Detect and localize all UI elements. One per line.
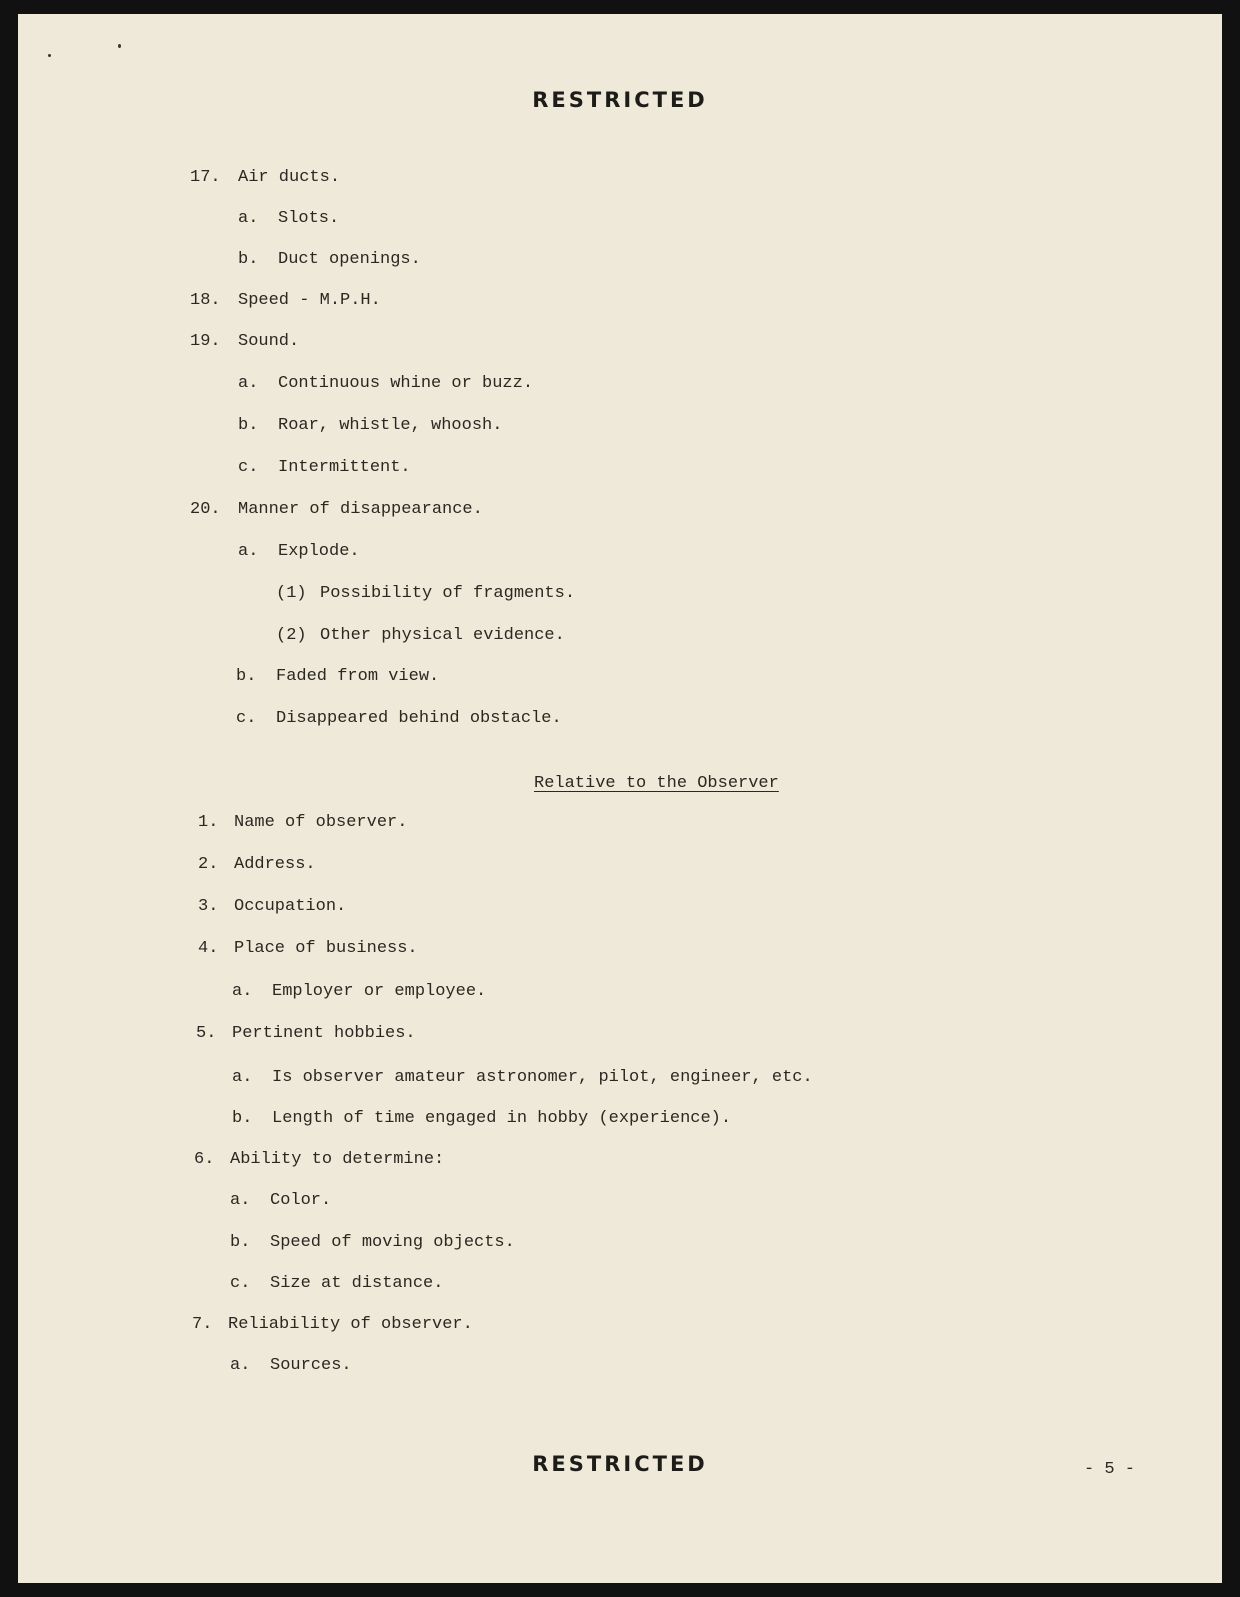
item-text: Possibility of fragments. [320,584,576,603]
paper-speck [118,44,121,48]
item-text: Faded from view. [276,667,440,686]
item-number: a. [238,374,259,393]
description-list-item [238,374,533,393]
description-list-item [276,626,565,645]
item-text: Roar, whistle, whoosh. [278,416,503,435]
observer-list-item [232,1068,813,1087]
item-text: Continuous whine or buzz. [278,374,534,393]
item-text: Explode. [278,542,360,561]
description-list-item [238,458,411,477]
item-text: Size at distance. [270,1274,444,1293]
description-list-item [190,500,483,519]
item-number: b. [238,416,259,435]
footer-restricted-stamp: RESTRICTED [532,1452,708,1476]
observer-list-item [232,982,486,1001]
observer-list-item [194,1150,444,1169]
description-list-item [238,209,339,228]
item-number: a. [238,542,259,561]
item-text: Ability to determine: [230,1150,445,1169]
item-number: b. [238,250,259,269]
item-text: Occupation. [234,897,347,916]
description-list-item [236,709,562,728]
item-number: 19. [190,332,221,351]
item-number: a. [232,1068,253,1087]
item-text: Slots. [278,209,340,228]
item-number: b. [232,1109,253,1128]
item-text: Manner of disappearance. [238,500,483,519]
description-list-item [276,584,575,603]
observer-list-item [230,1274,443,1293]
item-number: a. [230,1356,251,1375]
item-number: (2) [276,626,307,645]
description-list-item [238,542,360,561]
item-number: 2. [198,855,219,874]
item-text: Intermittent. [278,458,411,477]
description-list-item [190,291,381,310]
description-list-item [190,168,340,187]
item-text: Other physical evidence. [320,626,565,645]
item-text: Sources. [270,1356,352,1375]
item-number: c. [230,1274,251,1293]
document-page [18,14,1222,1583]
description-list-item [238,250,421,269]
item-number: a. [238,209,259,228]
observer-list-item [230,1356,352,1375]
item-number: 6. [194,1150,215,1169]
item-text: Name of observer. [234,813,408,832]
observer-list-item [232,1109,731,1128]
page-number: - 5 - [1084,1460,1136,1479]
item-text: Air ducts. [238,168,341,187]
item-number: a. [232,982,253,1001]
observer-list-item [196,1024,416,1043]
item-number: 5. [196,1024,217,1043]
section-heading: Relative to the Observer [534,774,779,793]
item-text: Sound. [238,332,300,351]
item-text: Employer or employee. [272,982,487,1001]
item-text: Is observer amateur astronomer, pilot, engineer, etc. [272,1068,813,1087]
description-list-item [238,416,502,435]
item-text: Length of time engaged in hobby (experience). [272,1109,732,1128]
item-text: Disappeared behind obstacle. [276,709,562,728]
observer-list-item [198,855,316,874]
item-text: Place of business. [234,939,418,958]
observer-list-item [230,1191,331,1210]
item-text: Pertinent hobbies. [232,1024,416,1043]
observer-list-item [192,1315,473,1334]
item-number: b. [236,667,257,686]
item-number: 20. [190,500,221,519]
item-number: 18. [190,291,221,310]
item-number: 7. [192,1315,213,1334]
item-text: Reliability of observer. [228,1315,473,1334]
observer-list-item [198,897,346,916]
item-number: c. [238,458,259,477]
description-list-item [236,667,439,686]
item-number: 1. [198,813,219,832]
observer-list-item [230,1233,515,1252]
item-text: Address. [234,855,316,874]
item-number: 17. [190,168,221,187]
description-list-item [190,332,299,351]
item-text: Speed - M.P.H. [238,291,381,310]
item-text: Color. [270,1191,332,1210]
item-number: c. [236,709,257,728]
item-text: Speed of moving objects. [270,1233,515,1252]
item-number: a. [230,1191,251,1210]
item-text: Duct openings. [278,250,421,269]
observer-list-item [198,939,418,958]
item-number: 3. [198,897,219,916]
paper-speck [48,54,51,57]
observer-list-item [198,813,407,832]
item-number: 4. [198,939,219,958]
item-number: (1) [276,584,307,603]
item-number: b. [230,1233,251,1252]
header-restricted-stamp: RESTRICTED [532,88,708,112]
